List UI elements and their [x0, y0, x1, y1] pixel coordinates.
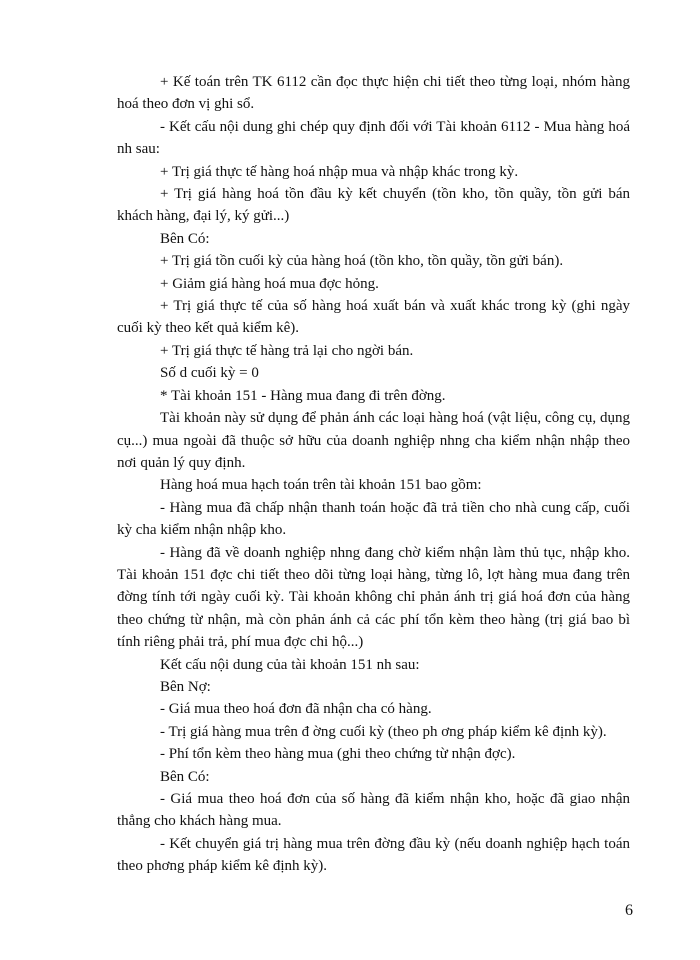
- paragraph-tk6112-detail: + Kế toán trên TK 6112 cần đọc thực hiện chi tiết theo từng loại, nhóm hàng hoá theo đơn vị ghi sổ.: [117, 74, 630, 113]
- paragraph-credit-item-4: + Trị giá thực tế hàng trả lại cho ngời bán.: [160, 342, 414, 359]
- paragraph-account-151-purpose: Tài khoản này sử dụng để phản ánh các loại hàng hoá (vật liệu, công cụ, dụng cụ...) mua ngoài đã thuộc sở hữu của doanh nghiệp nhng cha kiểm nhận nhập theo nơi quản lý quy định.: [117, 410, 630, 471]
- paragraph-account-151-item-1: - Hàng mua đã chấp nhận thanh toán hoặc đã trả tiền cho nhà cung cấp, cuối kỳ cha kiểm nhận nhập kho.: [117, 499, 630, 539]
- paragraph-debit-item-2: + Trị giá hàng hoá tồn đầu kỳ kết chuyển (tồn kho, tồn quầy, tồn gửi bán khách hàng, đại lý, ký gửi...): [117, 186, 630, 225]
- paragraph-ending-balance: Số d cuối kỳ = 0: [160, 365, 259, 382]
- paragraph-account-151-structure: Kết cấu nội dung của tài khoản 151 nh sau:: [160, 656, 420, 673]
- paragraph-debit-item-1: + Trị giá thực tế hàng hoá nhập mua và nhập khác trong kỳ.: [160, 163, 519, 180]
- paragraph-credit-item-1: + Trị giá tồn cuối kỳ của hàng hoá (tồn kho, tồn quầy, tồn gửi bán).: [160, 253, 564, 270]
- heading-credit-side-2: Bên Có:: [160, 768, 210, 785]
- paragraph-tk6112-structure: - Kết cấu nội dung ghi chép quy định đối với Tài khoản 6112 - Mua hàng hoá nh sau:: [117, 118, 630, 158]
- paragraph-151-debit-item-3: - Phí tổn kèm theo hàng mua (ghi theo chứng từ nhận đợc).: [160, 746, 516, 763]
- heading-debit-side: Bên Nợ:: [160, 678, 211, 695]
- heading-credit-side-1: Bên Có:: [160, 230, 210, 247]
- paragraph-account-151-includes: Hàng hoá mua hạch toán trên tài khoản 151 bao gồm:: [160, 477, 482, 494]
- heading-account-151: * Tài khoản 151 - Hàng mua đang đi trên đờng.: [160, 387, 446, 404]
- paragraph-151-debit-item-1: - Giá mua theo hoá đơn đã nhận cha có hàng.: [160, 701, 432, 718]
- document-body: [117, 71, 630, 878]
- paragraph-151-credit-item-2: - Kết chuyển giá trị hàng mua trên đờng đầu kỳ (nếu doanh nghiệp hạch toán theo phơng pháp kiểm kê định kỳ).: [117, 835, 630, 875]
- paragraph-credit-item-2: + Giảm giá hàng hoá mua đợc hỏng.: [160, 275, 379, 292]
- paragraph-account-151-item-2: - Hàng đã về doanh nghiệp nhng đang chờ kiểm nhận làm thủ tục, nhập kho. Tài khoản 151 đợc chi tiết theo dõi từng loại hàng, từng lô, lợt hàng mua đang trên đờng tính tới ngày cuối kỳ. Tài khoản không chỉ phản ánh trị giá hoá đơn của hàng theo chứng từ nhận, mà còn phản ánh cả các phí tổn kèm theo hàng (trị giá bao bì tính riêng phải trả, phí mua đợc chi hộ...): [117, 544, 630, 651]
- paragraph-credit-item-3: + Trị giá thực tế của số hàng hoá xuất bán và xuất khác trong kỳ (ghi ngày cuối kỳ theo kết quả kiểm kê).: [117, 298, 630, 337]
- paragraph-151-debit-item-2: - Trị giá hàng mua trên đ ờng cuối kỳ (theo ph ơng pháp kiểm kê định kỳ).: [160, 723, 607, 740]
- paragraph-151-credit-item-1: - Giá mua theo hoá đơn của số hàng đã kiểm nhận kho, hoặc đã giao nhận thẳng cho khách hàng mua.: [117, 791, 630, 830]
- page-number: 6: [625, 902, 633, 919]
